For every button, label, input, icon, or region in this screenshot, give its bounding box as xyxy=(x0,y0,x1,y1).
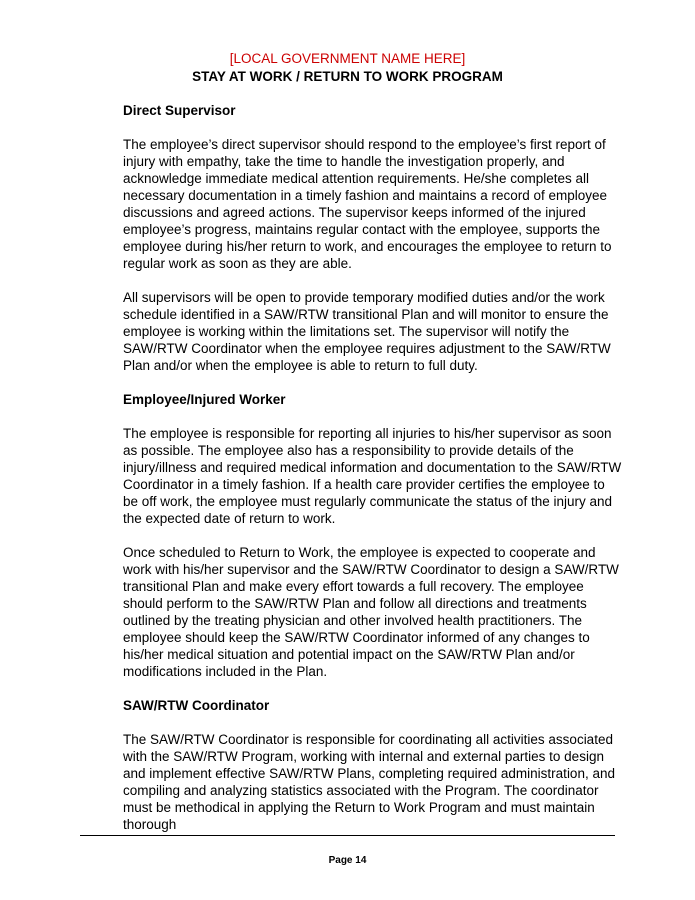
paragraph: The employee is responsible for reporting all injuries to his/her supervisor as soon as possible. The employee also has a responsibility to provide details of the injury/illness and required medical information and documentation to the SAW/RTW Coordinator in a timely fashion. If a health care provider certifies the employee to be off work, the employee must regularly communicate the status of the injury and the expected date of return to work. xyxy=(123,426,622,526)
page-number: Page 14 xyxy=(328,855,367,866)
section-employee-injured-worker xyxy=(123,391,623,680)
section-heading: SAW/RTW Coordinator xyxy=(123,698,270,713)
program-title: STAY AT WORK / RETURN TO WORK PROGRAM xyxy=(192,69,503,84)
section-heading: Employee/Injured Worker xyxy=(123,392,286,407)
paragraph: Once scheduled to Return to Work, the employee is expected to cooperate and work with his/her supervisor and the SAW/RTW Coordinator to design a SAW/RTW transitional Plan and make every effort towards a full recovery. The employee should perform to the SAW/RTW Plan and follow all directions and treatments outlined by the treating physician and other involved health practitioners. The employee should keep the SAW/RTW Coordinator informed of any changes to his/her medical situation and potential impact on the SAW/RTW Plan and/or modifications included in the Plan. xyxy=(123,545,619,679)
section-saw-rtw-coordinator xyxy=(123,697,623,833)
paragraph: The SAW/RTW Coordinator is responsible for coordinating all activities associated with the SAW/RTW Program, working with internal and external parties to design and implement effective SAW/RTW Plans, completing required administration, and compiling and analyzing statistics associated with the Program. The coordinator must be methodical in applying the Return to Work Program and must maintain thorough xyxy=(123,732,615,832)
section-direct-supervisor xyxy=(123,102,623,374)
government-name-placeholder: [LOCAL GOVERNMENT NAME HERE] xyxy=(229,51,466,66)
paragraph: All supervisors will be open to provide temporary modified duties and/or the work schedule identified in a SAW/RTW transitional Plan and will monitor to ensure the employee is working within the limitations set. The supervisor will notify the SAW/RTW Coordinator when the employee requires adjustment to the SAW/RTW Plan and/or when the employee is able to return to full duty. xyxy=(123,290,611,373)
document-body xyxy=(123,102,623,850)
section-heading: Direct Supervisor xyxy=(123,103,236,118)
paragraph: The employee’s direct supervisor should respond to the employee’s first report of injury with empathy, take the time to handle the investigation properly, and acknowledge immediate medical attention requirements. He/she completes all necessary documentation in a timely fashion and maintains a record of employee discussions and agreed actions. The supervisor keeps informed of the injured employee’s progress, maintains regular contact with the employee, supports the employee during his/her return to work, and encourages the employee to return to regular work as soon as they are able. xyxy=(123,137,612,271)
footer-divider xyxy=(80,835,615,836)
